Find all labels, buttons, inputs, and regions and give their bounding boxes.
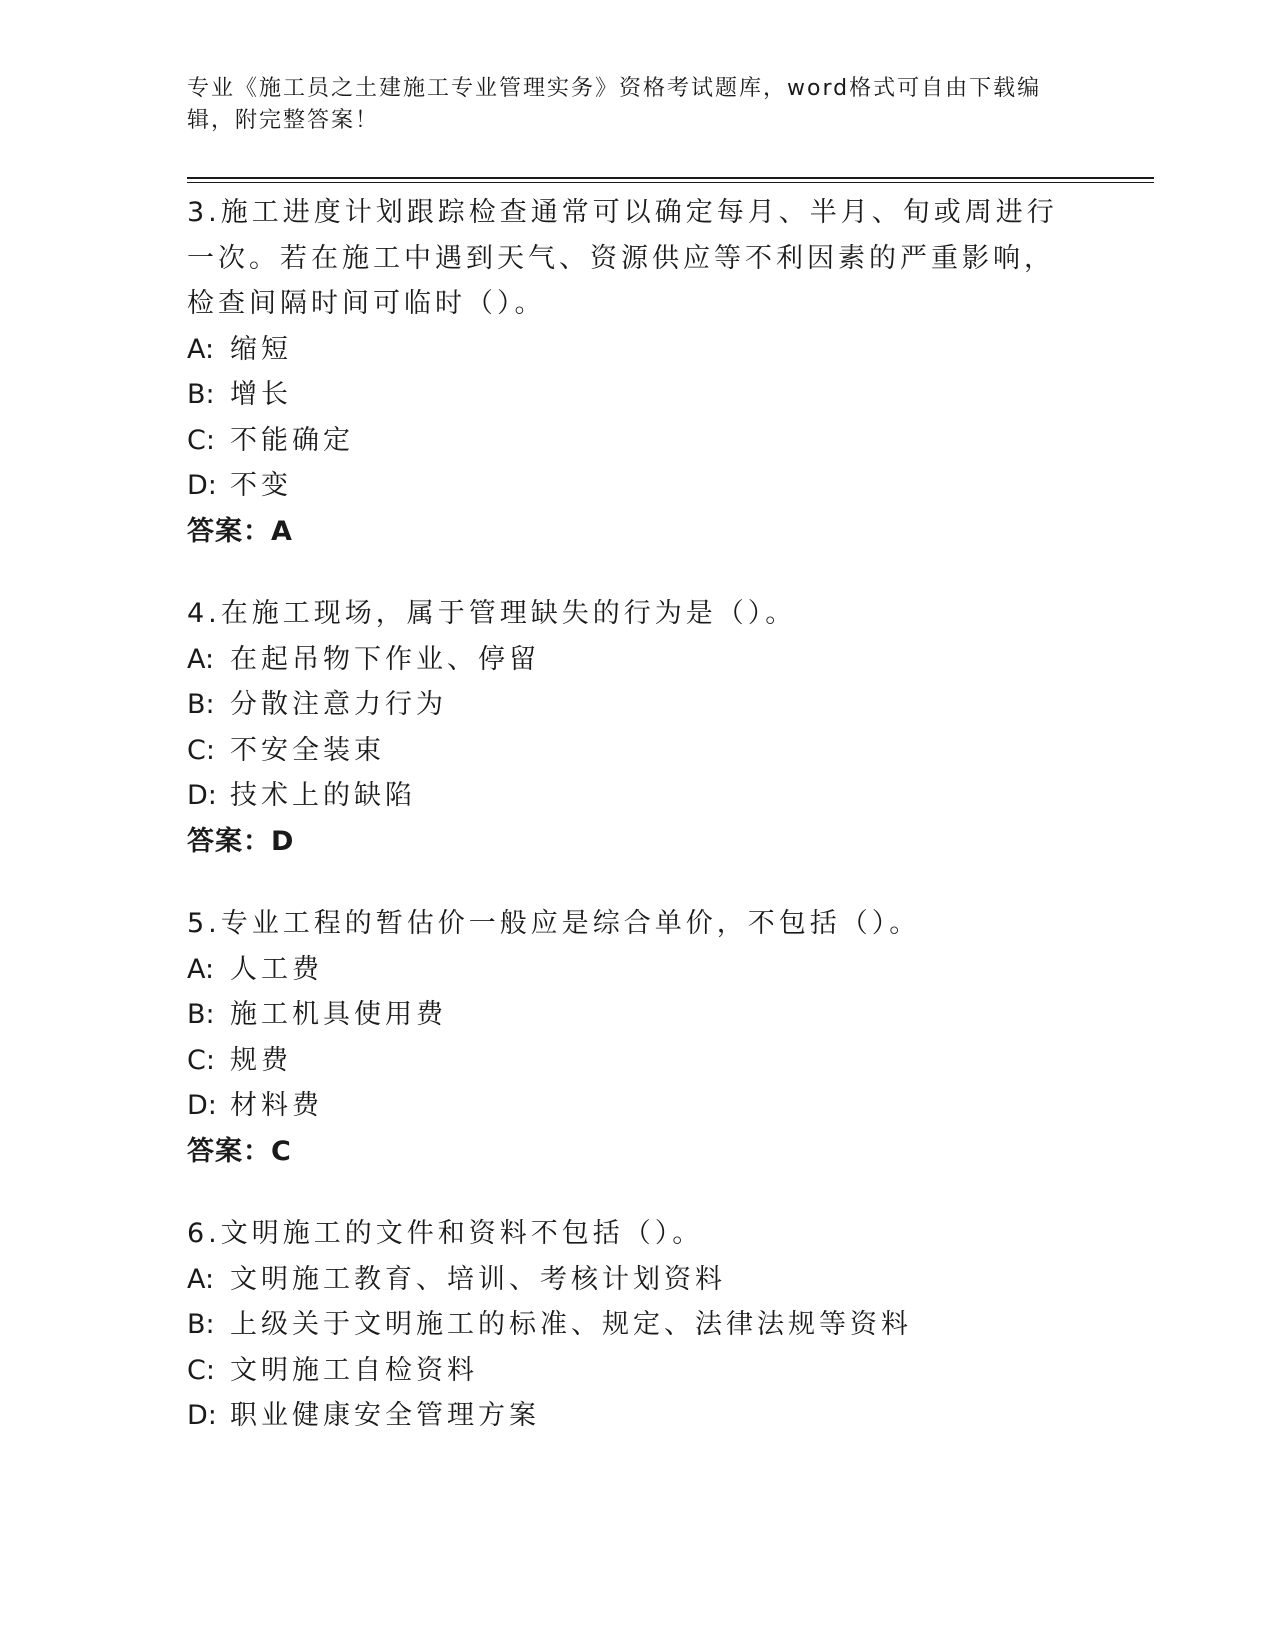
option-d (187, 1083, 1067, 1129)
option-text: 不能确定 (230, 424, 354, 456)
option-letter: D: (187, 1090, 217, 1121)
header-rule-thin (187, 182, 1154, 183)
option-b (187, 682, 1067, 728)
option-letter: A: (187, 953, 215, 985)
option-a (187, 947, 1067, 993)
option-letter: C: (187, 1044, 215, 1076)
question-3 (187, 190, 1067, 554)
answer-label: 答案：D (187, 825, 295, 857)
option-d (187, 463, 1067, 509)
option-a (187, 1257, 1067, 1303)
header-rule-thick (187, 177, 1154, 179)
question-5 (187, 901, 1067, 1174)
option-text: 缩短 (230, 333, 292, 365)
option-text: 施工机具使用费 (230, 999, 447, 1030)
option-text: 规费 (230, 1044, 292, 1076)
option-letter: B: (187, 1309, 215, 1340)
option-text: 分散注意力行为 (230, 689, 447, 720)
option-b (187, 1302, 1067, 1348)
option-letter: D: (187, 1400, 217, 1431)
option-a (187, 327, 1067, 373)
option-b (187, 372, 1067, 418)
answer-label: 答案：A (187, 515, 293, 547)
option-text: 不变 (230, 470, 292, 501)
option-text: 材料费 (230, 1090, 323, 1121)
option-text: 增长 (230, 379, 292, 410)
option-letter: D: (187, 470, 217, 501)
option-letter: B: (187, 689, 215, 720)
option-letter: A: (187, 333, 215, 365)
option-text: 在起吊物下作业、停留 (230, 643, 540, 675)
question-stem: 3.施工进度计划跟踪检查通常可以确定每月、半月、旬或周进行一次。若在施工中遇到天气、资源供应等不利因素的严重影响，检查间隔时间可临时（）。 (187, 197, 1058, 319)
option-c (187, 418, 1067, 464)
option-text: 文明施工自检资料 (230, 1354, 478, 1386)
option-text: 上级关于文明施工的标准、规定、法律法规等资料 (230, 1309, 912, 1340)
option-letter: B: (187, 999, 215, 1030)
option-letter: C: (187, 734, 215, 766)
option-letter: C: (187, 1354, 215, 1386)
option-text: 人工费 (230, 953, 323, 985)
option-c (187, 1348, 1067, 1394)
option-text: 文明施工教育、培训、考核计划资料 (230, 1263, 726, 1295)
option-letter: B: (187, 379, 215, 410)
option-d (187, 773, 1067, 819)
option-letter: A: (187, 643, 215, 675)
question-stem: 4.在施工现场，属于管理缺失的行为是（）。 (187, 598, 797, 629)
option-letter: A: (187, 1263, 215, 1295)
option-b (187, 992, 1067, 1038)
question-stem: 5.专业工程的暂估价一般应是综合单价，不包括（）。 (187, 908, 921, 939)
option-letter: D: (187, 780, 217, 811)
option-text: 不安全装束 (230, 734, 385, 766)
option-c (187, 1038, 1067, 1084)
option-text: 技术上的缺陷 (230, 780, 416, 811)
option-text: 职业健康安全管理方案 (230, 1400, 540, 1431)
option-c (187, 728, 1067, 774)
option-d (187, 1393, 1067, 1439)
option-letter: C: (187, 424, 215, 456)
question-4 (187, 591, 1067, 864)
question-stem: 6.文明施工的文件和资料不包括（）。 (187, 1218, 704, 1249)
answer-label: 答案：C (187, 1135, 292, 1167)
question-list (187, 190, 1067, 1476)
option-a (187, 637, 1067, 683)
question-6 (187, 1211, 1067, 1439)
document-header: 专业《施工员之土建施工专业管理实务》资格考试题库，word格式可自由下载编辑，附完整答案！ (187, 76, 1042, 133)
